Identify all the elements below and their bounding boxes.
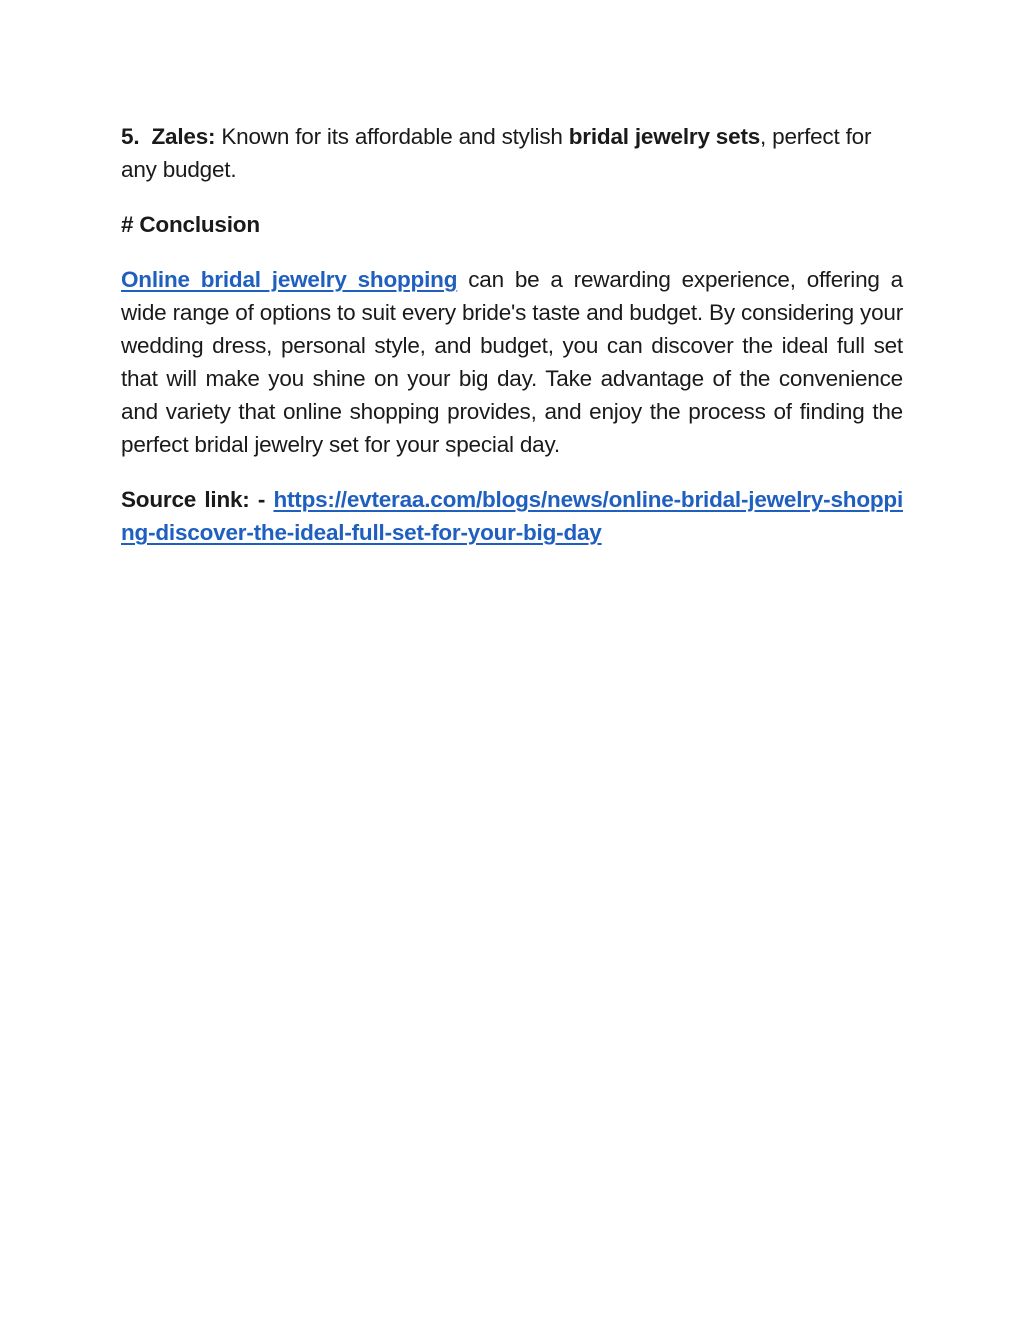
list-item-zales xyxy=(121,120,903,186)
list-item-number: 5. xyxy=(121,124,140,149)
item-text-after: , perfect for any budget. xyxy=(121,124,872,182)
source-label: Source link: - xyxy=(121,487,274,512)
source-paragraph xyxy=(121,483,903,549)
conclusion-heading: # Conclusion xyxy=(121,212,260,237)
bold-phrase: bridal jewelry sets xyxy=(568,124,761,149)
source-url-link[interactable]: https://evteraa.com/blogs/news/online-bridal-jewelry-shopping-discover-the-ideal-full-set-for-your-big-day xyxy=(121,487,903,545)
conclusion-paragraph xyxy=(121,263,903,461)
brand-name-zales: Zales: xyxy=(151,124,216,149)
document-page xyxy=(121,120,903,571)
item-text-before: Known for its affordable and stylish xyxy=(215,124,569,149)
online-bridal-jewelry-shopping-link[interactable]: Online bridal jewelry shopping xyxy=(121,267,458,292)
conclusion-body-text: can be a rewarding experience, offering a wide range of options to suit every bride's taste and budget. By considering your wedding dress, personal style, and budget, you can discover the ideal full set that will make you shine on your big day. Take advantage of the convenience and variety that online shopping provides, and enjoy the process of finding the perfect bridal jewelry set for your special day. xyxy=(121,267,903,457)
